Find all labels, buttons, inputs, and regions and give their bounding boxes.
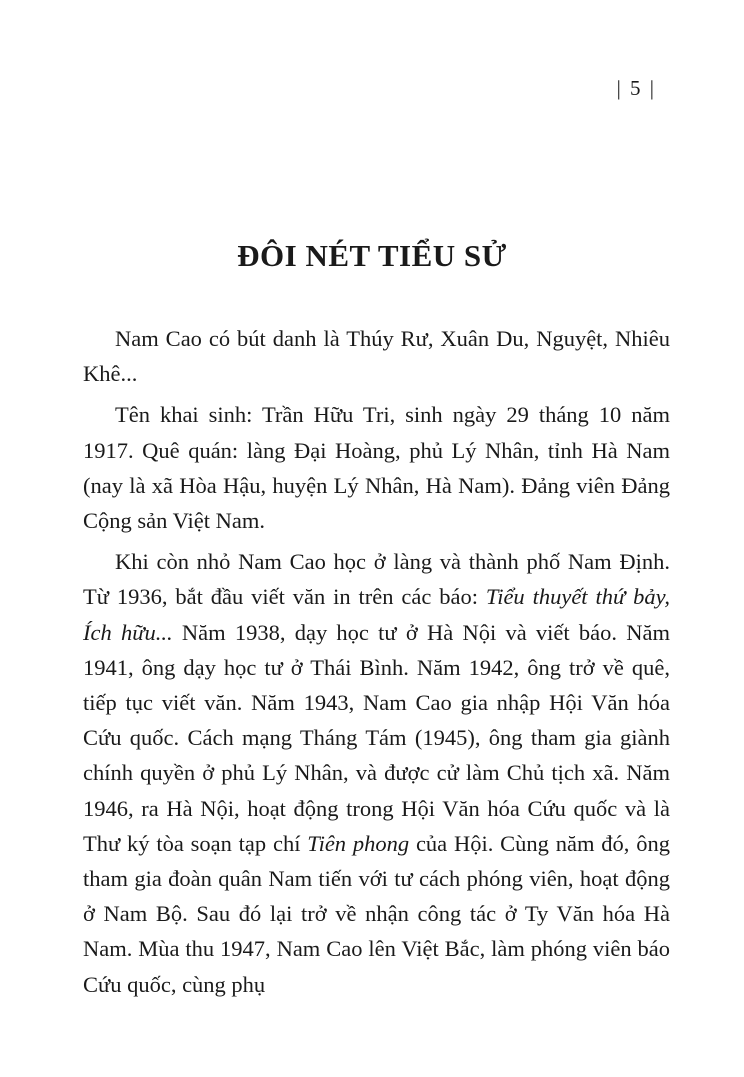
text-run: Tên khai sinh: Trần Hữu Tri, sinh ngày 29 tháng 10 năm 1917. Quê quán: làng Đại Hoàng, phủ Lý Nhân, tỉnh Hà Nam (nay là xã Hòa Hậu, huyện Lý Nhân, Hà Nam). Đảng viên Đảng Cộng sản Việt Nam. [83,402,670,534]
text-run: của Hội. Cùng năm đó, ông tham gia đoàn quân Nam tiến với tư cách phóng viên, hoạt động ở Nam Bộ. Sau đó lại trở về nhận công tác ở Ty Văn hóa Hà Nam. Mùa thu 1947, Nam Cao lên Việt Bắc, làm phóng viên báo Cứu quốc, cùng phụ [83,830,670,997]
page-number: | 5 | [616,76,656,100]
italic-text-run: Tiểu thuyết thứ bảy, Ích hữu... [83,584,670,645]
page-title: ĐÔI NÉT TIỂU SỬ [237,238,507,273]
body-text [83,321,670,1002]
text-run: Nam Cao có bút danh là Thúy Rư, Xuân Du, Nguyệt, Nhiêu Khê... [83,326,670,387]
paragraph-career [83,544,670,1002]
paragraph-pen-names [83,321,670,391]
paragraph-birth-info [83,397,670,538]
text-run: Khi còn nhỏ Nam Cao học ở làng và thành phố Nam Định. Từ 1936, bắt đầu viết văn in trên các báo: [83,549,670,610]
text-run: Năm 1938, dạy học tư ở Hà Nội và viết báo. Năm 1941, ông dạy học tư ở Thái Bình. Năm 1942, ông trở về quê, tiếp tục viết văn. Năm 1943, Nam Cao gia nhập Hội Văn hóa Cứu quốc. Cách mạng Tháng Tám (1945), ông tham gia giành chính quyền ở phủ Lý Nhân, và được cử làm Chủ tịch xã. Năm 1946, ra Hà Nội, hoạt động trong Hội Văn hóa Cứu quốc và là Thư ký tòa soạn tạp chí [83,619,670,856]
italic-text-run: Tiên phong [307,830,410,856]
